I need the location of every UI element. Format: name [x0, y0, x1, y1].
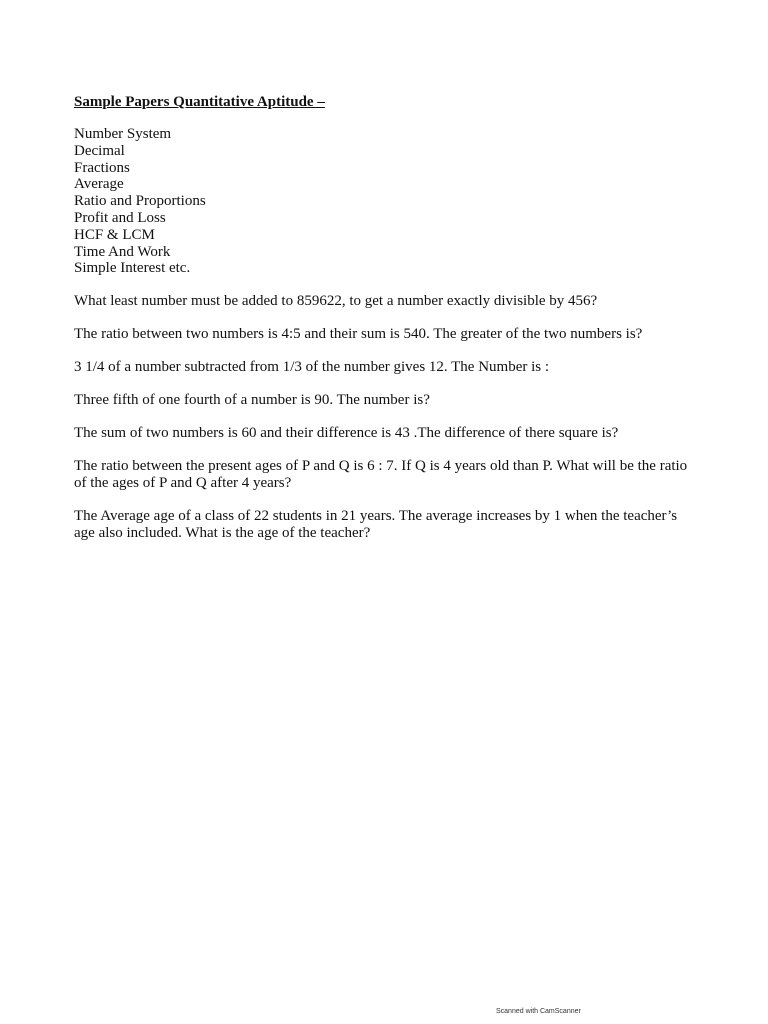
scanner-footer: Scanned with CamScanner: [496, 1008, 581, 1015]
question-paragraph: The ratio between the present ages of P and Q is 6 : 7. If Q is 4 years old than P. What will be the ratio of the ages of P and Q after 4 years?: [74, 458, 688, 492]
question-paragraph: Three fifth of one fourth of a number is 90. The number is?: [74, 392, 430, 409]
question-list: [74, 293, 694, 542]
topic-item: Number System: [74, 126, 172, 142]
question-paragraph: The Average age of a class of 22 students in 21 years. The average increases by 1 when the teacher’s age also included. What is the age of the teacher?: [74, 508, 678, 542]
topic-item: HCF & LCM: [74, 226, 155, 243]
question-paragraph: What least number must be added to 859622, to get a number exactly divisible by 456?: [74, 293, 598, 310]
topic-item: Average: [74, 176, 124, 193]
topic-item: Fractions: [74, 159, 130, 176]
topic-item: Decimal: [74, 142, 125, 159]
question-paragraph: 3 1/4 of a number subtracted from 1/3 of the number gives 12. The Number is :: [74, 359, 550, 376]
document-content: [74, 94, 694, 558]
question-paragraph: The ratio between two numbers is 4:5 and their sum is 540. The greater of the two numbers is?: [74, 326, 643, 343]
topic-item: Ratio and Proportions: [74, 193, 206, 210]
question-paragraph: The sum of two numbers is 60 and their difference is 43 .The difference of there square is?: [74, 425, 619, 442]
topic-item: Simple Interest etc.: [74, 260, 191, 277]
topic-list: [74, 126, 694, 277]
topic-item: Time And Work: [74, 243, 171, 260]
topic-item: Profit and Loss: [74, 209, 166, 226]
document-title: Sample Papers Quantitative Aptitude –: [74, 94, 325, 110]
